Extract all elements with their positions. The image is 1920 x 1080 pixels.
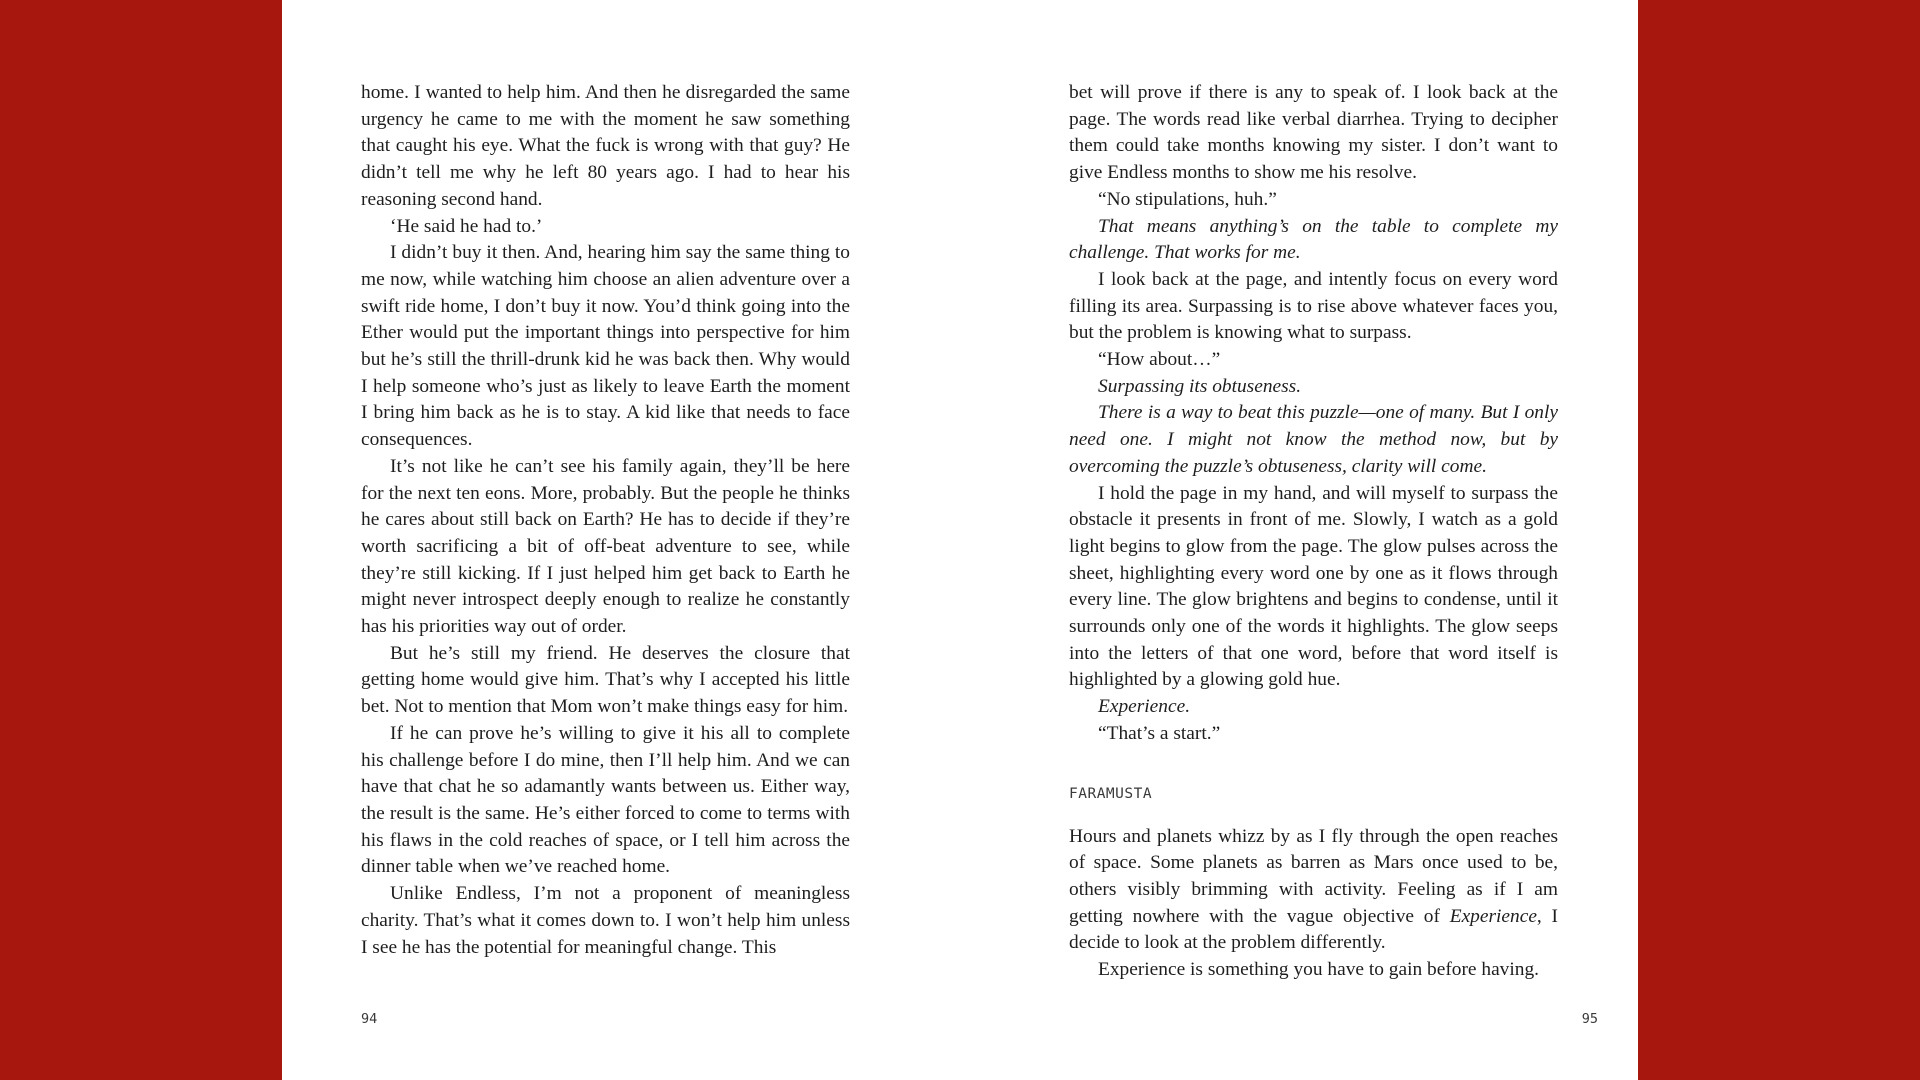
text-span: Hours and planets whizz by as I fly through the open reaches of space. Some planets as barren as Mars once used to be, others visibly brimming with activity. Feeling as if I am getting nowhere with the vague objective of [1069, 825, 1558, 927]
dialogue-line: “No stipulations, huh.” [1098, 188, 1277, 210]
dialogue-line: “That’s a start.” [1098, 722, 1221, 744]
paragraph: I didn’t buy it then. And, hearing him say the same thing to me now, while watching him choose an alien adventure over a swift ride home, I don’t buy it now. You’d think going into the Ether would put the important things into perspective for him but he’s still the thrill-drunk kid he was back then. Why would I help someone who’s just as likely to leave Earth the moment I bring him back as he is to stay. A kid like that needs to face consequences. [361, 242, 850, 451]
paragraph: Experience is something you have to gain before having. [1098, 959, 1540, 981]
paragraph: It’s not like he can’t see his family again, they’ll be here for the next ten eons. More, probably. But the people he thinks he cares about still back on Earth? He has to decide if they’re worth sacrificing a bit of off-beat adventure to see, while they’re still kicking. If I just helped him get back to Earth he might never introspect deeply enough to realize he constantly has his priorities way out of order. [361, 455, 850, 638]
dialogue-line: “How about…” [1098, 349, 1221, 371]
paragraph: home. I wanted to help him. And then he disregarded the same urgency he came to me with the moment he saw something that caught his eye. What the fuck is wrong with that guy? He didn’t tell me why he left 80 years ago. I had to hear his reasoning second hand. [361, 82, 850, 210]
inner-thought: There is a way to beat this puzzle—one of many. But I only need one. I might not know the method now, but by overcoming the puzzle’s obtuseness, clarity will come. [1069, 402, 1558, 477]
book-spread [282, 0, 1638, 1080]
emphasis-text: Experience [1449, 905, 1537, 927]
page-number: 94 [361, 1011, 378, 1027]
paragraph: I look back at the page, and intently focus on every word filling its area. Surpassing is to rise above whatever faces you, but the problem is knowing what to surpass. [1069, 268, 1558, 344]
paragraph: But he’s still my friend. He deserves the closure that getting home would give him. That’s why I accepted his little bet. Not to mention that Mom won’t make things easy for him. [361, 642, 850, 718]
paragraph: ‘He said he had to.’ [390, 215, 543, 237]
paragraph: I hold the page in my hand, and will myself to surpass the obstacle it presents in front of me. Slowly, I watch as a gold light begins to glow from the page. The glow pulses across the sheet, highlighting every word one by one as it flows through every line. The glow brightens and begins to condense, until it surrounds only one of the words it highlights. The glow seeps into the letters of that one word, before that word itself is highlighted by a glowing gold hue. [1069, 482, 1558, 691]
text-span: , I decide to look at the problem differently. [1069, 905, 1559, 954]
paragraph: Unlike Endless, I’m not a proponent of meaningless charity. That’s what it comes down to. I won’t help him unless I see he has the potential for meaningful change. This [361, 883, 850, 958]
paragraph [1069, 824, 1558, 958]
section-heading: FARAMUSTA [1069, 785, 1153, 802]
inner-thought: Experience. [1098, 696, 1191, 718]
paragraph: If he can prove he’s willing to give it his all to complete his challenge before I do mine, then I’ll help him. And we can have that chat he so adamantly wants between us. Either way, the result is the same. He’s either forced to come to terms with his flaws in the cold reaches of space, or I tell him across the dinner table when we’ve reached home. [361, 722, 850, 878]
right-page [1069, 80, 1558, 984]
page-number: 95 [1581, 1011, 1598, 1027]
inner-thought: That means anything’s on the table to complete my challenge. That works for me. [1069, 215, 1558, 264]
inner-thought: Surpassing its obtuseness. [1098, 375, 1302, 397]
paragraph: bet will prove if there is any to speak of. I look back at the page. The words read like verbal diarrhea. Trying to decipher them could take months knowing my sister. I don’t want to give Endless months to show me his resolve. [1069, 82, 1558, 184]
left-page [361, 80, 850, 961]
